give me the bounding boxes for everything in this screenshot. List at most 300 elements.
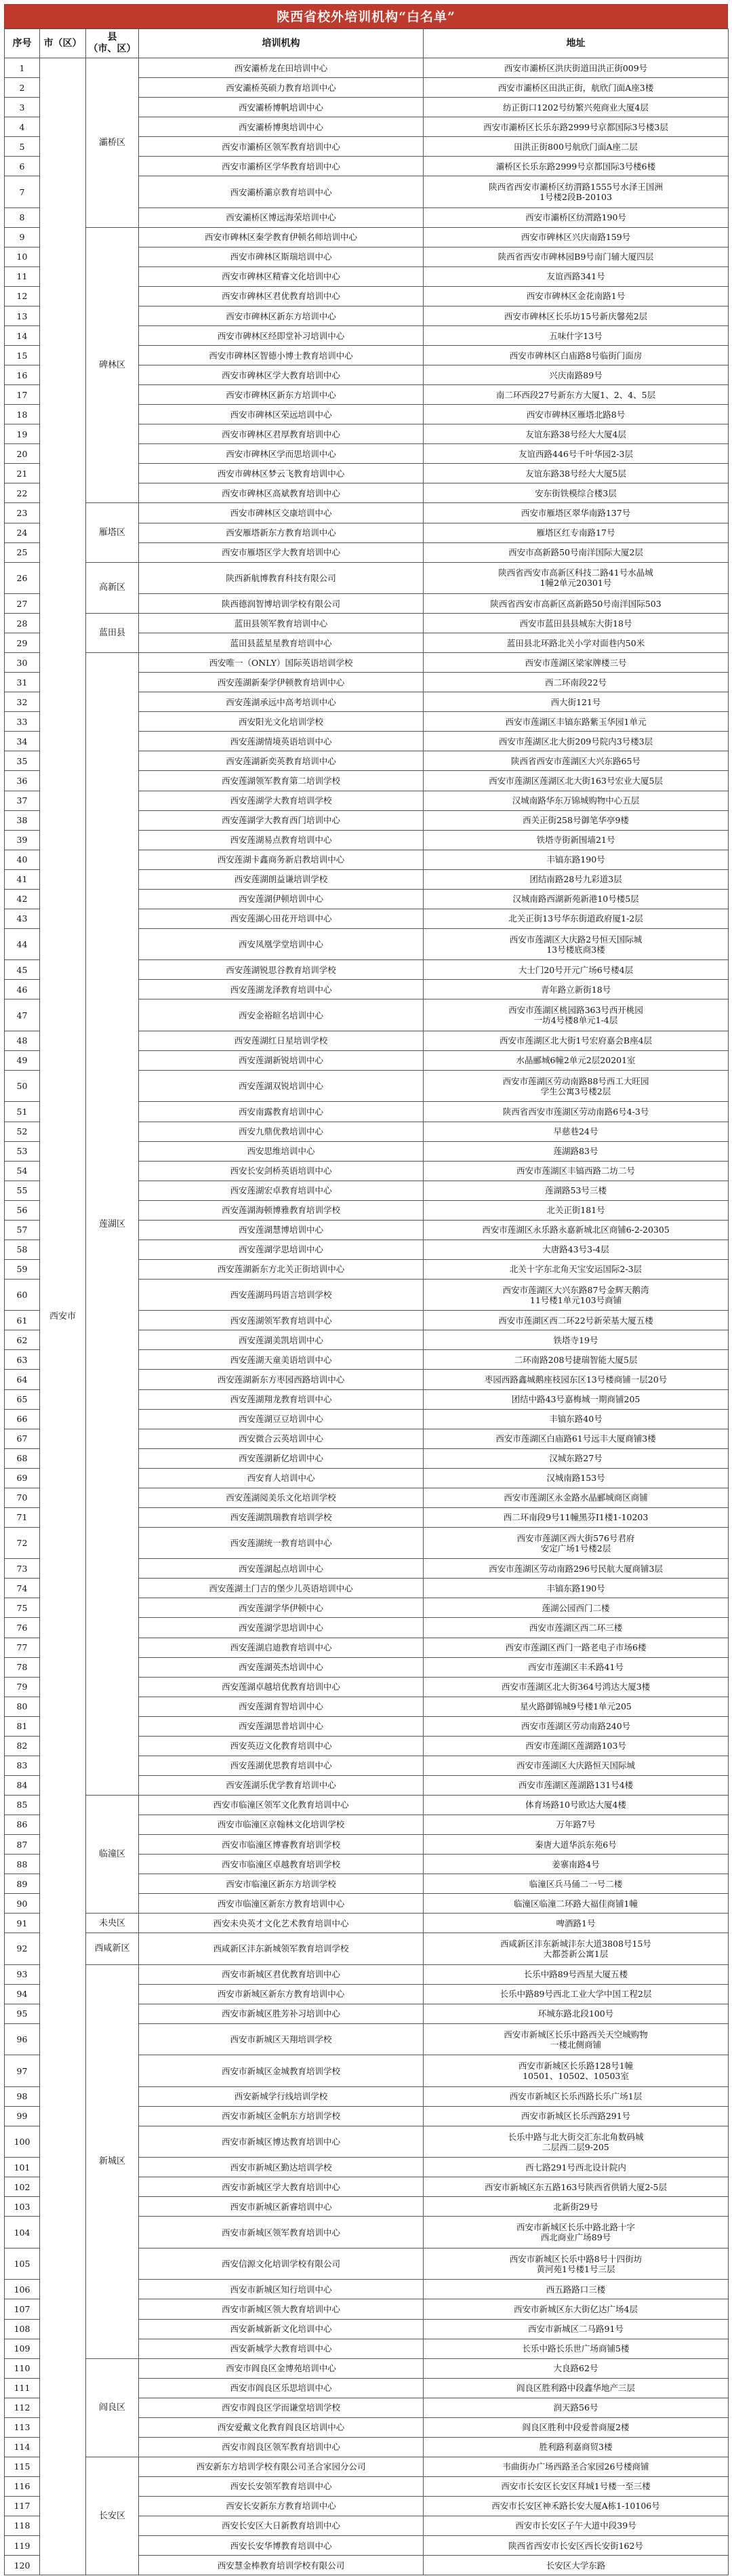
org-name-cell: 西咸新区沣东新城领军教育培训学校	[139, 1933, 424, 1964]
org-name-cell: 西安莲湖伊顿培训中心	[139, 889, 424, 909]
org-name-cell: 西安莲湖心田花开培训中心	[139, 909, 424, 928]
org-name-cell: 西安未央英才文化艺术教育培训中心	[139, 1914, 424, 1933]
row-number: 12	[5, 286, 40, 306]
address-cell: 汉城南路西湖新苑新港10号楼5层	[424, 889, 729, 909]
address-cell: 西安市莲湖区劳动南路296号民航大厦商铺3层	[424, 1559, 729, 1579]
table-row	[5, 1914, 729, 1933]
address-cell: 西安市碑林区白庙路8号临街门面房	[424, 346, 729, 365]
address-cell: 西安市莲湖区劳动南路240号	[424, 1716, 729, 1736]
address-cell: 西安市灞桥区纺渭路190号	[424, 207, 729, 227]
row-number: 65	[5, 1389, 40, 1409]
row-number: 5	[5, 137, 40, 157]
address-cell: 西安市莲湖区大庆路恒天国际城	[424, 1756, 729, 1775]
org-name-cell: 西安市碑林区秦学教育伊顿名师培训中心	[139, 227, 424, 247]
row-number: 58	[5, 1240, 40, 1259]
address-cell: 陕西省西安市碑林园B9号南门辅大厦四层	[424, 247, 729, 266]
address-cell: 西安市新城区二马路91号	[424, 2319, 729, 2339]
address-cell: 西安市莲湖区北大街364号鸿达大厦3楼	[424, 1677, 729, 1697]
county-cell: 莲湖区	[86, 653, 139, 1796]
org-name-cell: 西安市碑林区君厚教育培训中心	[139, 424, 424, 444]
address-cell: 长安区大学东路	[424, 2556, 729, 2575]
org-name-cell: 西安莲湖易点教育培训中心	[139, 830, 424, 850]
row-number: 64	[5, 1370, 40, 1389]
org-name-cell: 陕西德润智博培训学校有限公司	[139, 594, 424, 614]
org-name-cell: 西安灞桥区博远海荣培训中心	[139, 207, 424, 227]
org-name-cell: 西安莲湖凯瑞教育培训学校	[139, 1507, 424, 1527]
row-number: 62	[5, 1330, 40, 1350]
address-cell: 西安市莲湖区西二环三楼	[424, 1618, 729, 1638]
org-name-cell: 西安莲湖启迪教育培训中心	[139, 1638, 424, 1657]
row-number: 30	[5, 653, 40, 673]
org-name-cell: 西安莲湖育智培训中心	[139, 1697, 424, 1716]
row-number: 31	[5, 673, 40, 692]
table-header-row	[5, 29, 729, 58]
org-name-cell: 西安市临潼区新东方教育培训中心	[139, 1894, 424, 1914]
row-number: 53	[5, 1141, 40, 1161]
address-cell: 水晶郦城6幢2单元2层20201室	[424, 1050, 729, 1070]
org-name-cell: 西安莲湖思普培训中心	[139, 1716, 424, 1736]
address-cell: 环城东路北段100号	[424, 2004, 729, 2023]
org-name-cell: 西安南露教育培训中心	[139, 1102, 424, 1122]
org-name-cell: 西安灞桥灞京教育培训中心	[139, 176, 424, 207]
org-name-cell: 西安新东方培训学校有限公司圣合家园分公司	[139, 2457, 424, 2476]
org-name-cell: 西安市碑林区君优教育培训中心	[139, 286, 424, 306]
row-number: 45	[5, 960, 40, 980]
address-cell: 西安市莲湖区北大街209号院内3号楼3层	[424, 732, 729, 751]
address-cell: 西安市碑林区金花南路1号	[424, 286, 729, 306]
city-cell: 西安市	[40, 58, 86, 2575]
address-cell: 北新街29号	[424, 2197, 729, 2217]
row-number: 23	[5, 503, 40, 523]
row-number: 36	[5, 771, 40, 791]
row-number: 68	[5, 1448, 40, 1468]
address-cell: 临潼区临潼二环路大福佳商铺1幢	[424, 1894, 729, 1914]
org-name-cell: 西安市阎良区金博苑培训中心	[139, 2358, 424, 2378]
address-cell: 雁塔区红专南路17号	[424, 523, 729, 542]
address-cell: 西安市碑林区兴庆南路159号	[424, 227, 729, 247]
row-number: 63	[5, 1350, 40, 1370]
row-number: 92	[5, 1933, 40, 1964]
address-cell: 西安市长安区神禾路长安大厦A栋1-10106号	[424, 2496, 729, 2516]
address-cell: 陕西省西安市高新区科技二路41号水晶城 1幢2单元20301号	[424, 562, 729, 593]
org-name-cell: 西安市新城区领大教育培训中心	[139, 2299, 424, 2319]
org-name-cell: 西安莲湖美凯培训中心	[139, 1330, 424, 1350]
org-name-cell: 西安莲湖翔龙教育培训中心	[139, 1389, 424, 1409]
county-cell: 雁塔区	[86, 503, 139, 562]
address-cell: 西安市莲湖区白庙路61号远丰大厦商铺3楼	[424, 1429, 729, 1448]
org-name-cell: 陕西新航博教育科技有限公司	[139, 562, 424, 593]
table-row	[5, 562, 729, 593]
row-number: 76	[5, 1618, 40, 1638]
address-cell: 西安市莲湖区西大街576号君府 安定广场1号楼2层	[424, 1527, 729, 1558]
address-cell: 莲湖路83号	[424, 1141, 729, 1161]
address-cell: 汉城东路27号	[424, 1448, 729, 1468]
org-name-cell: 西安新城学大教育培训中心	[139, 2339, 424, 2358]
row-number: 90	[5, 1894, 40, 1914]
org-name-cell: 西安莲湖统一教育培训中心	[139, 1527, 424, 1558]
org-name-cell: 西安思维培训中心	[139, 1141, 424, 1161]
row-number: 94	[5, 1984, 40, 2004]
address-cell: 西安市新城区长乐西路长乐广场1层	[424, 2086, 729, 2106]
org-name-cell: 蓝田县领军教育培训中心	[139, 614, 424, 633]
address-cell: 西安市莲湖区大兴东路87号金辉天鹅湾 11号楼1单元103号商铺	[424, 1279, 729, 1310]
county-cell: 高新区	[86, 562, 139, 614]
row-number: 98	[5, 2086, 40, 2106]
address-cell: 陕西省西安市灞桥区纺渭路1555号水泽王国洲 1号楼2段B-20103	[424, 176, 729, 207]
org-name-cell: 西安市新城区金城教育培训学校	[139, 2055, 424, 2086]
header-org: 培训机构	[139, 29, 424, 58]
org-name-cell: 西安市临潼区卓越教育培训学校	[139, 1855, 424, 1874]
org-name-cell: 西安市雁塔区学大教育培训中心	[139, 542, 424, 562]
row-number: 15	[5, 346, 40, 365]
org-name-cell: 西安莲湖起点培训中心	[139, 1559, 424, 1579]
row-number: 103	[5, 2197, 40, 2217]
row-number: 3	[5, 98, 40, 117]
row-number: 54	[5, 1161, 40, 1181]
org-name-cell: 西安莲湖学大教育培训学校	[139, 791, 424, 810]
address-cell: 西安市莲湖区西二环22号新荣基大厦五楼	[424, 1311, 729, 1330]
address-cell: 西安市莲湖区大庆路2号恒天国际城 13号楼底商3楼	[424, 928, 729, 959]
org-name-cell: 西安市灞桥区学华教育培训中心	[139, 157, 424, 176]
row-number: 29	[5, 633, 40, 653]
address-cell: 西大街121号	[424, 692, 729, 712]
row-number: 66	[5, 1409, 40, 1429]
row-number: 19	[5, 424, 40, 444]
row-number: 99	[5, 2106, 40, 2126]
org-name-cell: 西安莲湖锐思谷教育培训学校	[139, 960, 424, 980]
county-cell: 长安区	[86, 2457, 139, 2575]
address-cell: 西安市莲湖区莲湖路131号4楼	[424, 1775, 729, 1795]
county-cell: 灞桥区	[86, 58, 139, 228]
row-number: 22	[5, 483, 40, 503]
org-name-cell: 西安市新城区新东方教育培训中心	[139, 1984, 424, 2004]
row-number: 113	[5, 2417, 40, 2437]
address-cell: 西安市新城区东五路163号陕西省供销大厦2-5层	[424, 2177, 729, 2197]
address-cell: 西安市碑林区长乐坊15号新庆馨苑2层	[424, 306, 729, 325]
table-row	[5, 58, 729, 78]
row-number: 88	[5, 1855, 40, 1874]
address-cell: 西安市长安区长安区拜城1号楼一至三楼	[424, 2476, 729, 2496]
org-name-cell: 西安市碑林区交康培训中心	[139, 503, 424, 523]
org-name-cell: 西安信源文化培训学校有限公司	[139, 2248, 424, 2279]
address-cell: 莲湖路53号三楼	[424, 1181, 729, 1200]
address-cell: 蓝田县北环路北关小学对面巷内50米	[424, 633, 729, 653]
org-name-cell: 西安市碑林区高斌教育培训中心	[139, 483, 424, 503]
row-number: 84	[5, 1775, 40, 1795]
address-cell: 西咸新区沣东新城沣东大道3808号15号 大都荟新公寓1层	[424, 1933, 729, 1964]
org-name-cell: 西安市新城区博达教育培训中心	[139, 2126, 424, 2157]
org-name-cell: 西安市碑林区经即堂补习培训中心	[139, 326, 424, 346]
org-name-cell: 西安莲湖卓越培优教育培训中心	[139, 1677, 424, 1697]
row-number: 42	[5, 889, 40, 909]
row-number: 37	[5, 791, 40, 810]
table-row	[5, 227, 729, 247]
address-cell: 丰镐东路40号	[424, 1409, 729, 1429]
address-cell: 西二环南段9号11幢黑芬I1楼1-10203	[424, 1507, 729, 1527]
row-number: 2	[5, 78, 40, 98]
row-number: 59	[5, 1259, 40, 1279]
address-cell: 星火路御锦城9号楼1单元205	[424, 1697, 729, 1716]
address-cell: 南二环西段27号新东方大厦1、2、4、5层	[424, 385, 729, 405]
address-cell: 汉城南路华东万锦城购物中心五层	[424, 791, 729, 810]
address-cell: 西五路路口三楼	[424, 2280, 729, 2299]
address-cell: 西安市莲湖区永金路水晶郦城商区商铺	[424, 1488, 729, 1507]
row-number: 107	[5, 2299, 40, 2319]
header-addr: 地址	[424, 29, 729, 58]
address-cell: 莲湖公园西门二楼	[424, 1598, 729, 1618]
org-name-cell: 西安长安剑桥英语培训中心	[139, 1161, 424, 1181]
org-name-cell: 西安莲湖海顿博雅教育培训学校	[139, 1200, 424, 1220]
address-cell: 友谊西路446号千叶华园2-3层	[424, 444, 729, 464]
row-number: 109	[5, 2339, 40, 2358]
address-cell: 西安市新城区长乐中路西关天空城购物 一楼北侧商铺	[424, 2023, 729, 2055]
row-number: 96	[5, 2023, 40, 2055]
row-number: 25	[5, 542, 40, 562]
row-number: 49	[5, 1050, 40, 1070]
org-name-cell: 西安市新城区金帆东方培训学校	[139, 2106, 424, 2126]
address-cell: 友谊东路38号经大大厦5层	[424, 464, 729, 483]
address-cell: 西安市莲湖区桃园路363号西开桃园 一坊4号楼8单元1-4层	[424, 999, 729, 1031]
table-row	[5, 1964, 729, 1984]
address-cell: 临潼区兵马俑二一号二楼	[424, 1874, 729, 1894]
org-name-cell: 西安市阎良区学而谦堂培训学校	[139, 2398, 424, 2417]
row-number: 95	[5, 2004, 40, 2023]
org-name-cell: 西安市碑林区斯瑞培训中心	[139, 247, 424, 266]
org-name-cell: 西安市临潼区领军文化教育培训中心	[139, 1795, 424, 1815]
address-cell: 西二环南段22号	[424, 673, 729, 692]
row-number: 75	[5, 1598, 40, 1618]
row-number: 41	[5, 869, 40, 889]
table-row	[5, 653, 729, 673]
row-number: 80	[5, 1697, 40, 1716]
address-cell: 姜寨南路4号	[424, 1855, 729, 1874]
org-name-cell: 西安市新城区君优教育培训中心	[139, 1964, 424, 1984]
org-name-cell: 西安莲湖承远中高考培训中心	[139, 692, 424, 712]
row-number: 100	[5, 2126, 40, 2157]
row-number: 82	[5, 1736, 40, 1756]
row-number: 34	[5, 732, 40, 751]
org-name-cell: 西安莲湖新奕英教育培训中心	[139, 751, 424, 771]
address-cell: 北关十字东北角天宝安运国际2-3层	[424, 1259, 729, 1279]
org-name-cell: 西安新城学行线培训学校	[139, 2086, 424, 2106]
org-name-cell: 西安灞桥博帆培训中心	[139, 98, 424, 117]
row-number: 105	[5, 2248, 40, 2279]
table-body	[5, 58, 729, 2575]
address-cell: 西安市灞桥区洪庆街道田洪正街009号	[424, 58, 729, 78]
address-cell: 铁塔寺19号	[424, 1330, 729, 1350]
row-number: 57	[5, 1220, 40, 1240]
org-name-cell: 西安市新城区勤达培训学校	[139, 2158, 424, 2177]
county-cell: 未央区	[86, 1914, 139, 1933]
row-number: 51	[5, 1102, 40, 1122]
org-name-cell: 西安市新城区学大教育培训中心	[139, 2177, 424, 2197]
row-number: 26	[5, 562, 40, 593]
row-number: 85	[5, 1795, 40, 1815]
row-number: 38	[5, 810, 40, 830]
row-number: 55	[5, 1181, 40, 1200]
row-number: 52	[5, 1122, 40, 1141]
table-row	[5, 2358, 729, 2378]
address-cell: 铁塔寺街新围墙21号	[424, 830, 729, 850]
row-number: 17	[5, 385, 40, 405]
row-number: 117	[5, 2496, 40, 2516]
org-name-cell: 西安育人培训中心	[139, 1468, 424, 1488]
row-number: 110	[5, 2358, 40, 2378]
row-number: 111	[5, 2378, 40, 2398]
row-number: 106	[5, 2280, 40, 2299]
county-cell: 西咸新区	[86, 1933, 139, 1964]
row-number: 101	[5, 2158, 40, 2177]
org-name-cell: 西安莲湖豆豆培训中心	[139, 1409, 424, 1429]
address-cell: 西安市莲湖区劳动南路88号西工大旺园 学生公寓3号楼2层	[424, 1070, 729, 1101]
org-name-cell: 西安市碑林区梦云飞教育培训中心	[139, 464, 424, 483]
row-number: 77	[5, 1638, 40, 1657]
address-cell: 西安市蓝田县县城东大街18号	[424, 614, 729, 633]
org-name-cell: 西安莲湖阅美乐文化培训学校	[139, 1488, 424, 1507]
row-number: 115	[5, 2457, 40, 2476]
row-number: 116	[5, 2476, 40, 2496]
org-name-cell: 西安灞桥博奥培训中心	[139, 117, 424, 137]
address-cell: 大士门20号开元广场6号楼4层	[424, 960, 729, 980]
row-number: 81	[5, 1716, 40, 1736]
row-number: 27	[5, 594, 40, 614]
address-cell: 枣园西路鑫城鹅座枝园东区13号楼商铺一层20号	[424, 1370, 729, 1389]
address-cell: 西安市高新路50号南洋国际大厦2层	[424, 542, 729, 562]
table-row	[5, 2457, 729, 2476]
org-name-cell: 西安慧金棒教育培训学校有限公司	[139, 2556, 424, 2575]
row-number: 44	[5, 928, 40, 959]
row-number: 97	[5, 2055, 40, 2086]
address-cell: 陕西省西安市长安区西长安街162号	[424, 2536, 729, 2556]
county-cell: 新城区	[86, 1964, 139, 2358]
org-name-cell: 西安市碑林区学大教育培训中心	[139, 365, 424, 385]
org-name-cell: 西安市碑林区新东方培训中心	[139, 306, 424, 325]
address-cell: 五味什字13号	[424, 326, 729, 346]
org-name-cell: 西安凤凰学堂培训中心	[139, 928, 424, 959]
county-cell: 碑林区	[86, 227, 139, 503]
row-number: 102	[5, 2177, 40, 2197]
address-cell: 西安市新城区长乐中路北路十字 西北商业广场89号	[424, 2217, 729, 2248]
row-number: 91	[5, 1914, 40, 1933]
org-name-cell: 西安莲湖情境英语培训中心	[139, 732, 424, 751]
org-name-cell: 西安莲湖领军教育第二培训学校	[139, 771, 424, 791]
address-cell: 兴庆南路89号	[424, 365, 729, 385]
row-number: 119	[5, 2536, 40, 2556]
header-county: 县 （市、区）	[86, 29, 139, 58]
address-cell: 长乐中路89号西星大厦五楼	[424, 1964, 729, 1984]
row-number: 16	[5, 365, 40, 385]
table-row	[5, 1933, 729, 1964]
row-number: 78	[5, 1657, 40, 1677]
org-name-cell: 西安莲湖双锐培训中心	[139, 1070, 424, 1101]
row-number: 89	[5, 1874, 40, 1894]
org-name-cell: 西安新城新新文化培训中心	[139, 2319, 424, 2339]
org-name-cell: 西安九鼎优教培训中心	[139, 1122, 424, 1141]
county-cell: 阎良区	[86, 2358, 139, 2457]
row-number: 70	[5, 1488, 40, 1507]
row-number: 35	[5, 751, 40, 771]
org-name-cell: 西安雁塔新东方教育培训中心	[139, 523, 424, 542]
address-cell: 安东街铁模综合楼3层	[424, 483, 729, 503]
address-cell: 西安市莲湖区永乐路永嘉新城北区商铺6-2-20305	[424, 1220, 729, 1240]
row-number: 114	[5, 2437, 40, 2457]
address-cell: 长乐中路与北大街交汇东北角数码城 二层西二层9-205	[424, 2126, 729, 2157]
row-number: 74	[5, 1579, 40, 1598]
org-name-cell: 西安莲湖学思培训中心	[139, 1618, 424, 1638]
address-cell: 田洪正街800号航欣门面A座二层	[424, 137, 729, 157]
address-cell: 西安市灞桥区长乐东路2999号京都国际3号楼3层	[424, 117, 729, 137]
address-cell: 丰镐东路190号	[424, 1579, 729, 1598]
org-name-cell: 西安唯一（ONLY）国际英语培训学校	[139, 653, 424, 673]
org-name-cell: 西安市临潼区京翰林文化培训学校	[139, 1815, 424, 1834]
org-name-cell: 西安莲湖天童美语培训中心	[139, 1350, 424, 1370]
org-name-cell: 西安英迈文化教育培训中心	[139, 1736, 424, 1756]
row-number: 73	[5, 1559, 40, 1579]
address-cell: 润天路56号	[424, 2398, 729, 2417]
address-cell: 西七路291号西北设计院内	[424, 2158, 729, 2177]
row-number: 14	[5, 326, 40, 346]
row-number: 79	[5, 1677, 40, 1697]
address-cell: 西安市莲湖区莲湖路103号	[424, 1736, 729, 1756]
address-cell: 青年路立新街18号	[424, 980, 729, 999]
org-name-cell: 西安市碑林区智德小博士教育培训中心	[139, 346, 424, 365]
address-cell: 早慈巷24号	[424, 1122, 729, 1141]
org-name-cell: 西安长安华博教育培训中心	[139, 2536, 424, 2556]
address-cell: 啤酒路1号	[424, 1914, 729, 1933]
address-cell: 西安市莲湖区北大街1号宏府嘉会B座4层	[424, 1031, 729, 1050]
row-number: 118	[5, 2516, 40, 2535]
org-name-cell: 西安莲湖宏卓教育培训中心	[139, 1181, 424, 1200]
org-name-cell: 蓝田县蓝星星教育培训中心	[139, 633, 424, 653]
org-name-cell: 西安市新城区领军教育培训中心	[139, 2217, 424, 2248]
row-number: 112	[5, 2398, 40, 2417]
address-cell: 丰镐东路190号	[424, 850, 729, 869]
address-cell: 北关正街181号	[424, 1200, 729, 1220]
row-number: 4	[5, 117, 40, 137]
row-number: 93	[5, 1964, 40, 1984]
row-number: 71	[5, 1507, 40, 1527]
org-name-cell: 西安莲湖玛玛语言培训学校	[139, 1279, 424, 1310]
address-cell: 陕西省西安市莲湖区大兴东路65号	[424, 751, 729, 771]
table-row	[5, 614, 729, 633]
address-cell: 长乐中路长乐世广场商铺5楼	[424, 2339, 729, 2358]
org-name-cell: 西安市碑林区精睿文化培训中心	[139, 266, 424, 286]
address-cell: 大良路62号	[424, 2358, 729, 2378]
org-name-cell: 西安市阎良区领军教育培训中心	[139, 2437, 424, 2457]
address-cell: 万年路7号	[424, 1815, 729, 1834]
org-name-cell: 西安阳光文化培训学校	[139, 712, 424, 732]
table-row	[5, 1795, 729, 1815]
org-name-cell: 西安莲湖新东方枣园西路培训中心	[139, 1370, 424, 1389]
address-cell: 团结中路43号嘉梅城一期商铺205	[424, 1389, 729, 1409]
org-name-cell: 西安市临潼区新东方培训学校	[139, 1874, 424, 1894]
org-name-cell: 西安莲湖新东方北关正街培训中心	[139, 1259, 424, 1279]
address-cell: 西安市新城区长乐中路8号十四街坊 黄河苑1号楼1号三层	[424, 2248, 729, 2279]
org-name-cell: 西安莲湖英杰培训中心	[139, 1657, 424, 1677]
address-cell: 西关正街258号御笔华亭9楼	[424, 810, 729, 830]
org-name-cell: 西安莲湖新秦学伊顿教育培训中心	[139, 673, 424, 692]
org-name-cell: 西安莲湖新锐培训中心	[139, 1050, 424, 1070]
row-number: 7	[5, 176, 40, 207]
org-name-cell: 西安莲湖学思培训中心	[139, 1240, 424, 1259]
row-number: 60	[5, 1279, 40, 1310]
row-number: 83	[5, 1756, 40, 1775]
row-number: 69	[5, 1468, 40, 1488]
org-name-cell: 西安莲湖领军教育培训中心	[139, 1311, 424, 1330]
page-title: 陕西省校外培训机构“白名单”	[4, 4, 728, 28]
address-cell: 秦唐大道华浜东苑6号	[424, 1834, 729, 1854]
address-cell: 陕西省西安市莲湖区劳动南路6号4-3号	[424, 1102, 729, 1122]
